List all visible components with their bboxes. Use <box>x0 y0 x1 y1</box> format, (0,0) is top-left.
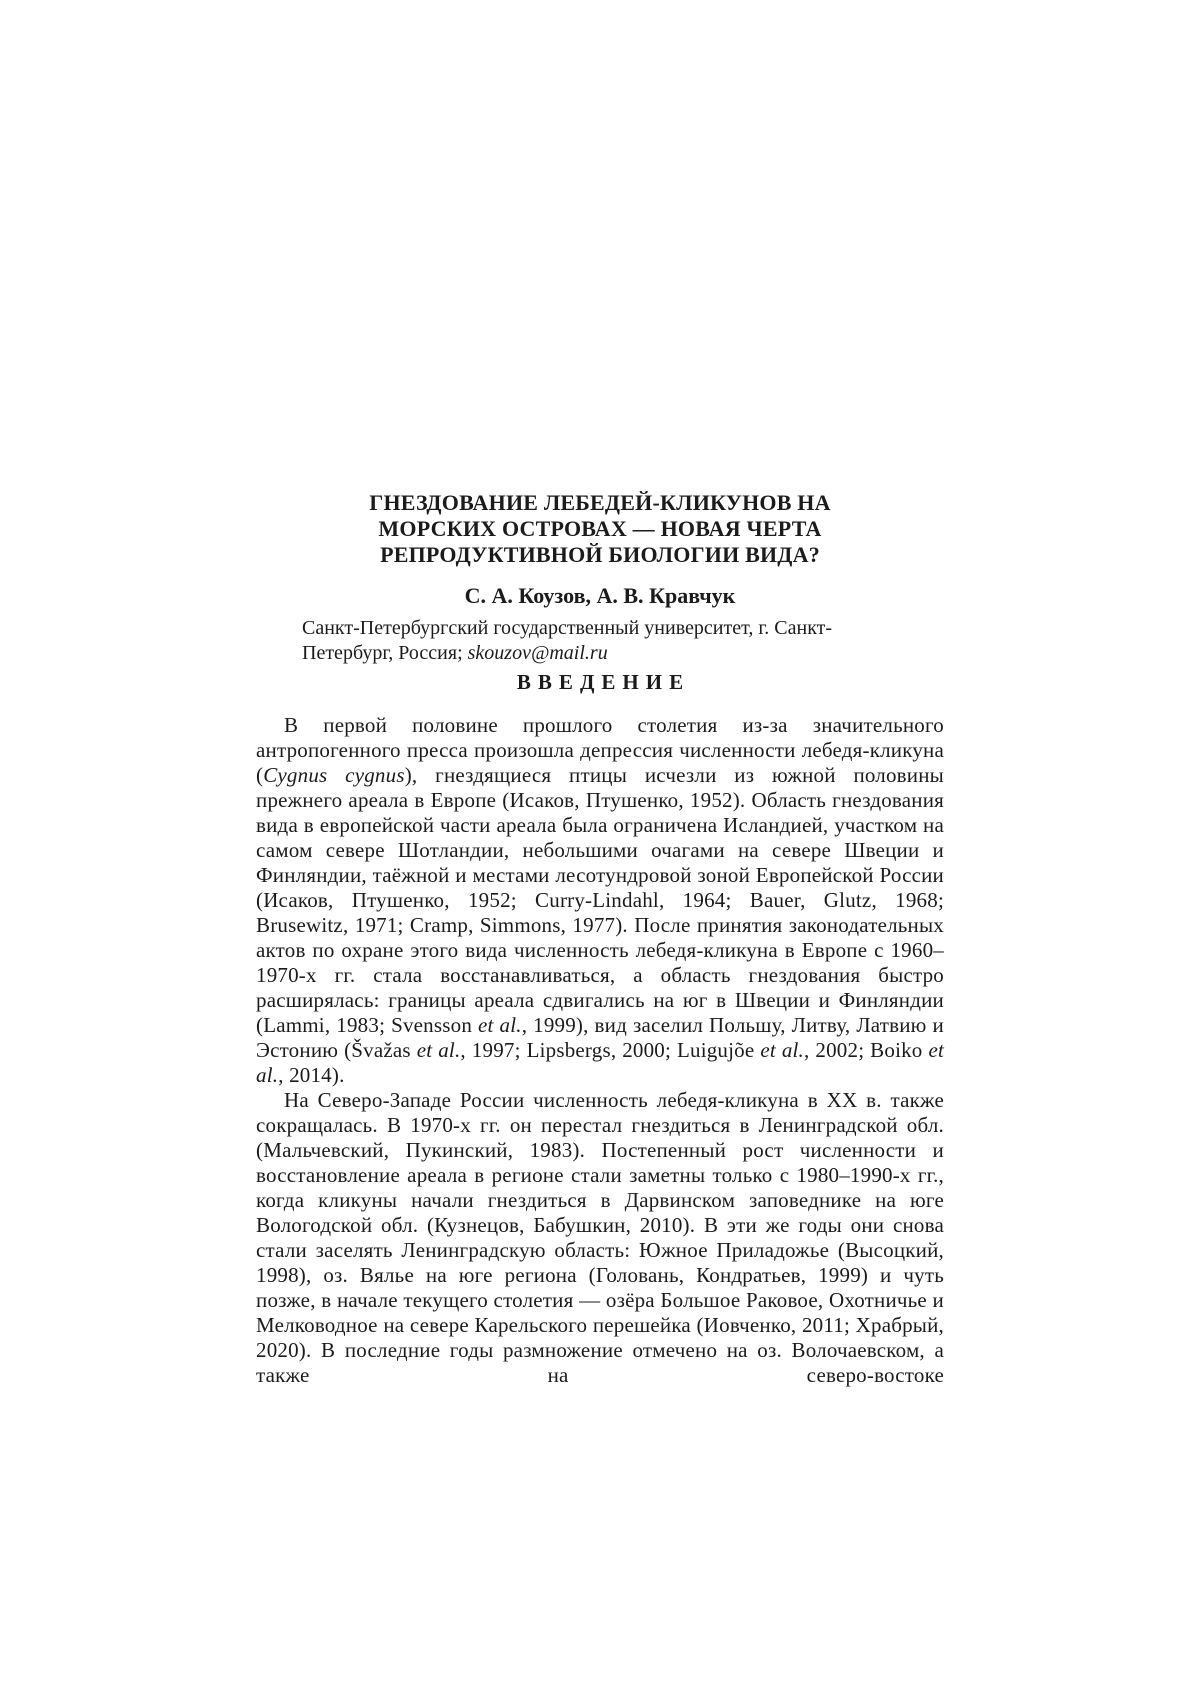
affiliation-line-1: Санкт-Петербургский государственный университет, г. Санкт- <box>302 617 833 639</box>
article <box>256 0 944 1388</box>
article-affiliation <box>256 616 944 666</box>
article-authors: С. А. Коузов, А. В. Кравчук <box>464 583 736 608</box>
affiliation-line-2: Петербург, Россия; skouzov@mail.ru <box>302 642 608 664</box>
article-title: ГНЕЗДОВАНИЕ ЛЕБЕДЕЙ-КЛИКУНОВ НА МОРСКИХ ОСТРОВАХ — НОВАЯ ЧЕРТА РЕПРОДУКТИВНОЙ БИОЛОГИИ ВИДА? <box>369 490 831 567</box>
paragraph-2: На Северо-Западе России численность лебедя-кликуна в XX в. также сокращалась. В 1970-х гг. он перестал гнездиться в Ленинградской обл. (Мальчевский, Пукинский, 1983). Постепенный рост численности и восстановление ареала в регионе стали заметны только с 1980–1990-х гг., когда кликуны начали гнездиться в Дарвинском заповеднике на юге Вологодской обл. (Кузнецов, Бабушкин, 2010). В эти же годы они снова стали заселять Ленинградскую область: Южное Приладожье (Высоцкий, 1998), оз. Вялье на юге региона (Головань, Кондратьев, 1999) и чуть позже, в начале текущего столетия — озёра Большое Раковое, Охотничье и Мелководное на севере Карельского перешейка (Иовченко, 2011; Храбрый, 2020). В последние годы размножение отмечено на оз. Волочаевском, а также на северо-востоке <box>256 1088 944 1387</box>
paragraph-1: В первой половине прошлого столетия из-за значительного антропогенного пресса произошла депрессия численности лебедя-кликуна (Cygnus cygnus), гнездящиеся птицы исчезли из южной половины прежнего ареала в Европе (Исаков, Птушенко, 1952). Область гнездования вида в европейской части ареала была ограничена Исландией, участком на самом севере Шотландии, небольшими очагами на севере Швеции и Финляндии, таёжной и местами лесотундровой зоной Европейской России (Исаков, Птушенко, 1952; Curry-Lindahl, 1964; Bauer, Glutz, 1968; Brusewitz, 1971; Cramp, Simmons, 1977). После принятия законодательных актов по охране этого вида численность лебедя-кликуна в Европе с 1960–1970-х гг. стала восстанавливаться, а область гнездования быстро расширялась: границы ареала сдвигались на юг в Швеции и Финляндии (Lammi, 1983; Svensson et al., 1999), вид заселил Польшу, Литву, Латвию и Эстонию (Švažas et al., 1997; Lipsbergs, 2000; Luigujõe et al., 2002; Boiko et al., 2014). <box>256 713 945 1087</box>
section-heading-introduction: ВВЕДЕНИЕ <box>516 670 691 694</box>
